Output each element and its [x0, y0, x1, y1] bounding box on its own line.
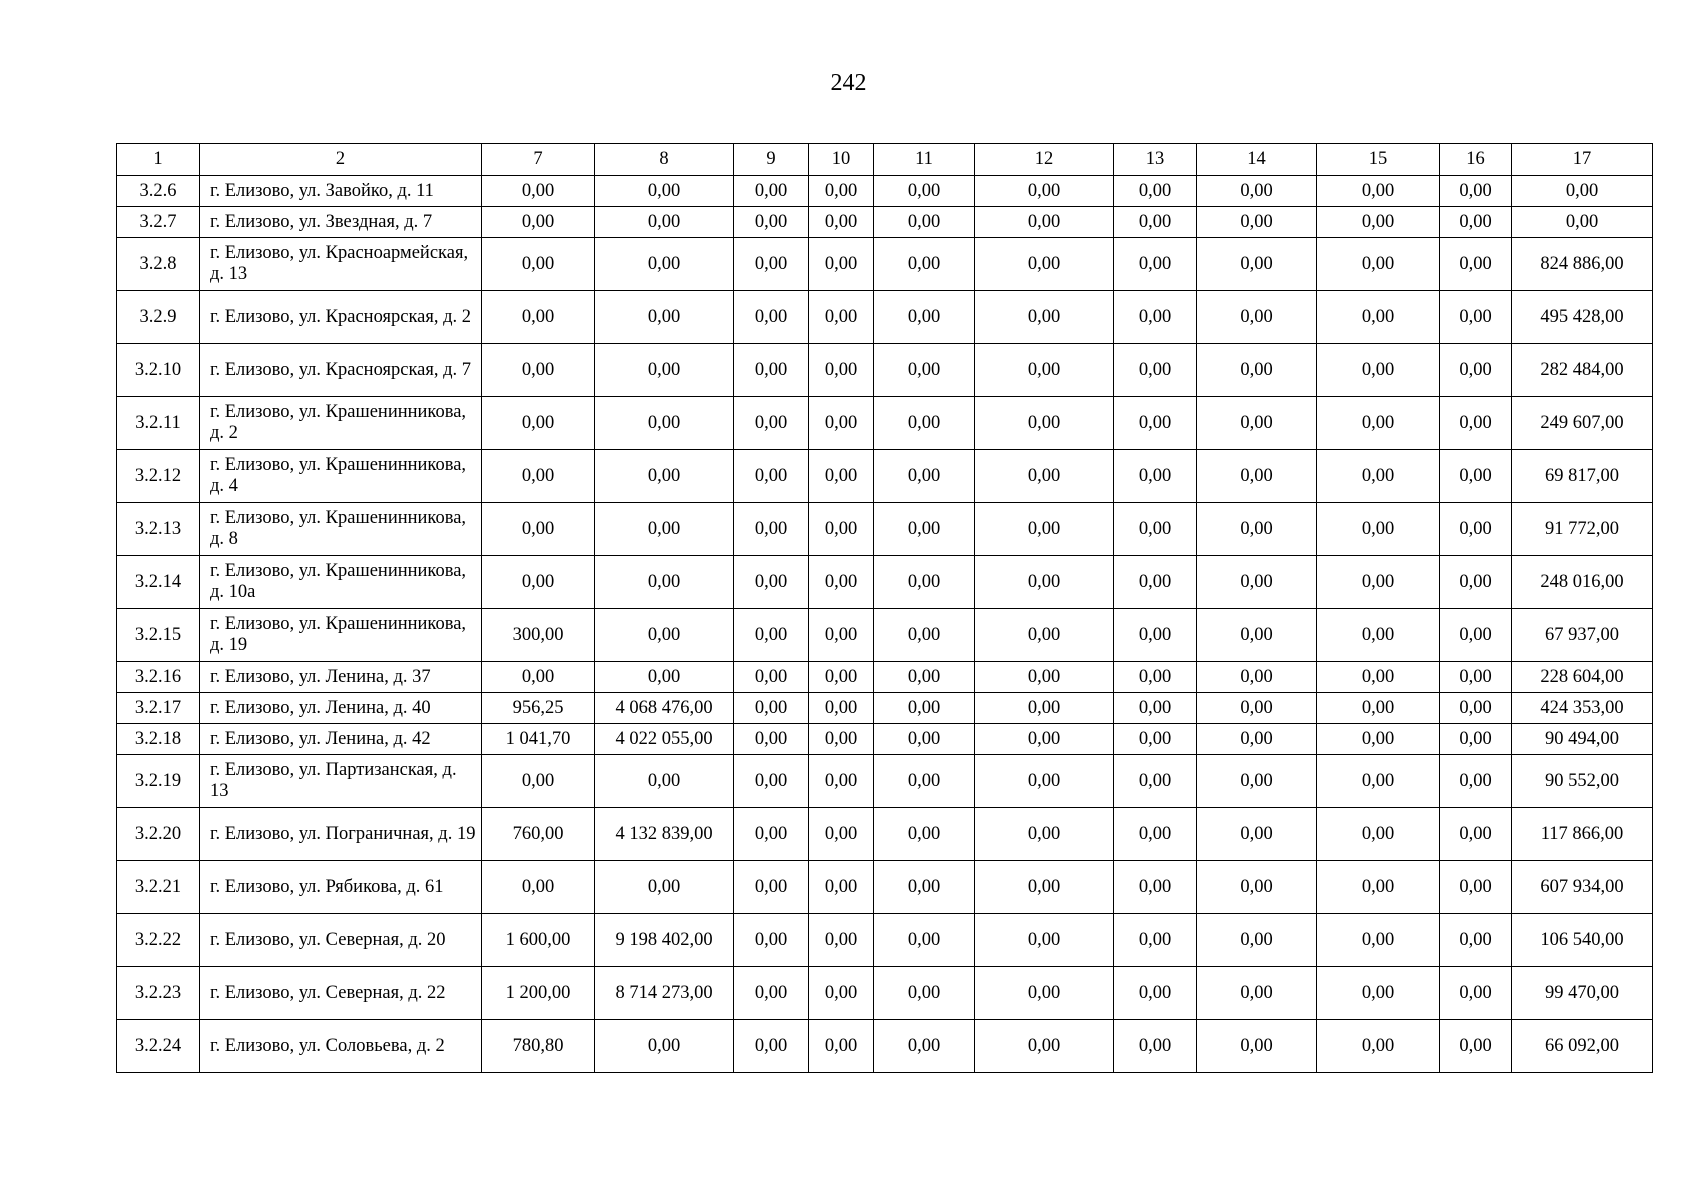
value-cell: 0,00 — [809, 238, 874, 291]
address-cell: г. Елизово, ул. Ленина, д. 42 — [200, 724, 482, 755]
value-cell: 0,00 — [1197, 609, 1317, 662]
data-table — [116, 143, 1653, 1073]
value-cell: 0,00 — [874, 1020, 975, 1073]
row-number-cell: 3.2.21 — [117, 861, 200, 914]
column-header: 7 — [482, 144, 595, 176]
value-cell: 0,00 — [975, 397, 1114, 450]
value-cell: 0,00 — [1317, 724, 1440, 755]
value-cell: 0,00 — [1440, 238, 1512, 291]
address-cell: г. Елизово, ул. Красноармейская, д. 13 — [200, 238, 482, 291]
value-cell: 0,00 — [1440, 755, 1512, 808]
value-cell: 0,00 — [975, 724, 1114, 755]
value-cell: 0,00 — [595, 556, 734, 609]
value-cell: 0,00 — [975, 503, 1114, 556]
value-cell: 0,00 — [975, 1020, 1114, 1073]
value-cell: 4 132 839,00 — [595, 808, 734, 861]
value-cell: 0,00 — [1440, 861, 1512, 914]
table-row — [117, 207, 1653, 238]
value-cell: 0,00 — [874, 556, 975, 609]
value-cell: 0,00 — [1317, 556, 1440, 609]
value-cell: 0,00 — [1114, 1020, 1197, 1073]
value-cell: 0,00 — [595, 176, 734, 207]
value-cell: 300,00 — [482, 609, 595, 662]
row-number-cell: 3.2.23 — [117, 967, 200, 1020]
value-cell: 0,00 — [1317, 397, 1440, 450]
value-cell: 0,00 — [1197, 662, 1317, 693]
page-number: 242 — [830, 70, 867, 96]
value-cell: 0,00 — [1114, 967, 1197, 1020]
value-cell: 0,00 — [595, 861, 734, 914]
value-cell: 0,00 — [482, 207, 595, 238]
value-cell: 0,00 — [595, 503, 734, 556]
value-cell: 0,00 — [1114, 662, 1197, 693]
value-cell: 0,00 — [1440, 291, 1512, 344]
value-cell: 0,00 — [809, 176, 874, 207]
value-cell: 0,00 — [1114, 176, 1197, 207]
column-header: 15 — [1317, 144, 1440, 176]
row-number-cell: 3.2.15 — [117, 609, 200, 662]
value-cell: 0,00 — [1317, 207, 1440, 238]
value-cell: 4 068 476,00 — [595, 693, 734, 724]
value-cell: 0,00 — [1317, 450, 1440, 503]
value-cell: 0,00 — [1317, 808, 1440, 861]
value-cell: 0,00 — [975, 176, 1114, 207]
value-cell: 0,00 — [1114, 861, 1197, 914]
value-cell: 0,00 — [809, 450, 874, 503]
row-number-cell: 3.2.24 — [117, 1020, 200, 1073]
value-cell: 0,00 — [1114, 724, 1197, 755]
address-cell: г. Елизово, ул. Ленина, д. 37 — [200, 662, 482, 693]
value-cell: 0,00 — [595, 397, 734, 450]
column-header: 16 — [1440, 144, 1512, 176]
table-row — [117, 397, 1653, 450]
column-header: 17 — [1512, 144, 1653, 176]
value-cell: 0,00 — [1114, 755, 1197, 808]
value-cell: 4 022 055,00 — [595, 724, 734, 755]
value-cell: 0,00 — [1197, 450, 1317, 503]
row-number-cell: 3.2.11 — [117, 397, 200, 450]
value-cell: 0,00 — [1197, 967, 1317, 1020]
value-cell: 0,00 — [1197, 914, 1317, 967]
value-cell: 0,00 — [975, 861, 1114, 914]
value-cell: 780,80 — [482, 1020, 595, 1073]
value-cell: 0,00 — [1197, 207, 1317, 238]
value-cell: 0,00 — [482, 450, 595, 503]
value-cell: 0,00 — [809, 808, 874, 861]
row-number-cell: 3.2.8 — [117, 238, 200, 291]
value-cell: 0,00 — [595, 238, 734, 291]
value-cell: 0,00 — [1317, 503, 1440, 556]
value-cell: 0,00 — [595, 609, 734, 662]
value-cell: 0,00 — [1317, 662, 1440, 693]
value-cell: 0,00 — [874, 503, 975, 556]
value-cell: 248 016,00 — [1512, 556, 1653, 609]
value-cell: 0,00 — [734, 207, 809, 238]
value-cell: 0,00 — [874, 609, 975, 662]
value-cell: 0,00 — [734, 693, 809, 724]
column-header: 8 — [595, 144, 734, 176]
row-number-cell: 3.2.16 — [117, 662, 200, 693]
value-cell: 0,00 — [734, 755, 809, 808]
value-cell: 117 866,00 — [1512, 808, 1653, 861]
value-cell: 99 470,00 — [1512, 967, 1653, 1020]
value-cell: 0,00 — [809, 724, 874, 755]
value-cell: 0,00 — [975, 662, 1114, 693]
value-cell: 0,00 — [874, 238, 975, 291]
value-cell: 90 552,00 — [1512, 755, 1653, 808]
value-cell: 0,00 — [809, 609, 874, 662]
value-cell: 0,00 — [734, 344, 809, 397]
value-cell: 0,00 — [809, 693, 874, 724]
value-cell: 0,00 — [809, 397, 874, 450]
value-cell: 424 353,00 — [1512, 693, 1653, 724]
value-cell: 0,00 — [874, 693, 975, 724]
value-cell: 0,00 — [975, 238, 1114, 291]
value-cell: 67 937,00 — [1512, 609, 1653, 662]
table-row — [117, 503, 1653, 556]
value-cell: 0,00 — [874, 344, 975, 397]
value-cell: 0,00 — [595, 662, 734, 693]
value-cell: 0,00 — [1440, 176, 1512, 207]
value-cell: 0,00 — [734, 397, 809, 450]
address-cell: г. Елизово, ул. Красноярская, д. 7 — [200, 344, 482, 397]
value-cell: 1 200,00 — [482, 967, 595, 1020]
value-cell: 0,00 — [1114, 291, 1197, 344]
row-number-cell: 3.2.19 — [117, 755, 200, 808]
table-row — [117, 238, 1653, 291]
value-cell: 8 714 273,00 — [595, 967, 734, 1020]
value-cell: 0,00 — [1440, 450, 1512, 503]
header-row — [117, 144, 1653, 176]
address-cell: г. Елизово, ул. Крашенинникова, д. 10а — [200, 556, 482, 609]
value-cell: 0,00 — [1197, 1020, 1317, 1073]
row-number-cell: 3.2.18 — [117, 724, 200, 755]
table-row — [117, 724, 1653, 755]
value-cell: 0,00 — [734, 176, 809, 207]
address-cell: г. Елизово, ул. Партизанская, д. 13 — [200, 755, 482, 808]
value-cell: 0,00 — [1317, 609, 1440, 662]
table-body — [117, 176, 1653, 1073]
value-cell: 0,00 — [595, 450, 734, 503]
value-cell: 0,00 — [874, 967, 975, 1020]
value-cell: 0,00 — [482, 291, 595, 344]
value-cell: 0,00 — [1440, 556, 1512, 609]
table-row — [117, 344, 1653, 397]
value-cell: 0,00 — [1440, 662, 1512, 693]
value-cell: 1 600,00 — [482, 914, 595, 967]
value-cell: 0,00 — [1317, 861, 1440, 914]
value-cell: 249 607,00 — [1512, 397, 1653, 450]
row-number-cell: 3.2.6 — [117, 176, 200, 207]
value-cell: 228 604,00 — [1512, 662, 1653, 693]
address-cell: г. Елизово, ул. Ленина, д. 40 — [200, 693, 482, 724]
table-row — [117, 914, 1653, 967]
value-cell: 0,00 — [734, 556, 809, 609]
value-cell: 0,00 — [809, 861, 874, 914]
value-cell: 0,00 — [809, 503, 874, 556]
value-cell: 0,00 — [1440, 693, 1512, 724]
address-cell: г. Елизово, ул. Крашенинникова, д. 2 — [200, 397, 482, 450]
address-cell: г. Елизово, ул. Рябикова, д. 61 — [200, 861, 482, 914]
value-cell: 0,00 — [809, 291, 874, 344]
column-header: 12 — [975, 144, 1114, 176]
table-row — [117, 450, 1653, 503]
table-header — [117, 144, 1653, 176]
value-cell: 0,00 — [1114, 344, 1197, 397]
value-cell: 0,00 — [1440, 344, 1512, 397]
value-cell: 0,00 — [1440, 914, 1512, 967]
value-cell: 0,00 — [595, 291, 734, 344]
value-cell: 0,00 — [1440, 808, 1512, 861]
value-cell: 0,00 — [1440, 609, 1512, 662]
value-cell: 0,00 — [874, 724, 975, 755]
table-row — [117, 176, 1653, 207]
value-cell: 69 817,00 — [1512, 450, 1653, 503]
row-number-cell: 3.2.13 — [117, 503, 200, 556]
value-cell: 0,00 — [874, 397, 975, 450]
row-number-cell: 3.2.20 — [117, 808, 200, 861]
column-header: 2 — [200, 144, 482, 176]
value-cell: 0,00 — [1317, 344, 1440, 397]
value-cell: 106 540,00 — [1512, 914, 1653, 967]
value-cell: 0,00 — [1114, 450, 1197, 503]
table-row — [117, 662, 1653, 693]
value-cell: 0,00 — [1197, 238, 1317, 291]
address-cell: г. Елизово, ул. Пограничная, д. 19 — [200, 808, 482, 861]
value-cell: 0,00 — [734, 238, 809, 291]
column-header: 11 — [874, 144, 975, 176]
value-cell: 0,00 — [1440, 503, 1512, 556]
address-cell: г. Елизово, ул. Северная, д. 22 — [200, 967, 482, 1020]
value-cell: 66 092,00 — [1512, 1020, 1653, 1073]
value-cell: 0,00 — [482, 556, 595, 609]
value-cell: 0,00 — [1317, 755, 1440, 808]
value-cell: 0,00 — [482, 503, 595, 556]
value-cell: 0,00 — [1440, 967, 1512, 1020]
value-cell: 0,00 — [1197, 556, 1317, 609]
value-cell: 0,00 — [1317, 693, 1440, 724]
address-cell: г. Елизово, ул. Крашенинникова, д. 19 — [200, 609, 482, 662]
value-cell: 0,00 — [1114, 609, 1197, 662]
value-cell: 0,00 — [734, 808, 809, 861]
column-header: 10 — [809, 144, 874, 176]
table-row — [117, 861, 1653, 914]
value-cell: 0,00 — [809, 344, 874, 397]
value-cell: 0,00 — [1197, 291, 1317, 344]
table-row — [117, 693, 1653, 724]
value-cell: 0,00 — [975, 693, 1114, 724]
value-cell: 0,00 — [734, 662, 809, 693]
value-cell: 0,00 — [482, 176, 595, 207]
value-cell: 282 484,00 — [1512, 344, 1653, 397]
value-cell: 0,00 — [809, 914, 874, 967]
value-cell: 0,00 — [1197, 503, 1317, 556]
value-cell: 0,00 — [734, 503, 809, 556]
value-cell: 0,00 — [482, 662, 595, 693]
value-cell: 0,00 — [1114, 556, 1197, 609]
address-cell: г. Елизово, ул. Крашенинникова, д. 8 — [200, 503, 482, 556]
value-cell: 0,00 — [975, 755, 1114, 808]
row-number-cell: 3.2.10 — [117, 344, 200, 397]
value-cell: 956,25 — [482, 693, 595, 724]
value-cell: 0,00 — [1512, 176, 1653, 207]
address-cell: г. Елизово, ул. Северная, д. 20 — [200, 914, 482, 967]
value-cell: 0,00 — [975, 450, 1114, 503]
value-cell: 0,00 — [482, 861, 595, 914]
value-cell: 0,00 — [975, 344, 1114, 397]
value-cell: 495 428,00 — [1512, 291, 1653, 344]
value-cell: 0,00 — [975, 914, 1114, 967]
value-cell: 0,00 — [734, 291, 809, 344]
value-cell: 0,00 — [809, 662, 874, 693]
value-cell: 0,00 — [1317, 238, 1440, 291]
value-cell: 0,00 — [734, 967, 809, 1020]
value-cell: 0,00 — [734, 450, 809, 503]
value-cell: 0,00 — [1114, 207, 1197, 238]
value-cell: 0,00 — [1197, 176, 1317, 207]
value-cell: 0,00 — [1197, 344, 1317, 397]
value-cell: 0,00 — [809, 1020, 874, 1073]
value-cell: 0,00 — [809, 207, 874, 238]
value-cell: 0,00 — [874, 662, 975, 693]
value-cell: 0,00 — [1197, 724, 1317, 755]
value-cell: 0,00 — [1114, 914, 1197, 967]
value-cell: 760,00 — [482, 808, 595, 861]
value-cell: 0,00 — [874, 755, 975, 808]
value-cell: 0,00 — [1197, 693, 1317, 724]
table-row — [117, 556, 1653, 609]
value-cell: 0,00 — [1197, 755, 1317, 808]
value-cell: 0,00 — [734, 914, 809, 967]
column-header: 13 — [1114, 144, 1197, 176]
value-cell: 0,00 — [734, 1020, 809, 1073]
row-number-cell: 3.2.17 — [117, 693, 200, 724]
value-cell: 1 041,70 — [482, 724, 595, 755]
value-cell: 9 198 402,00 — [595, 914, 734, 967]
address-cell: г. Елизово, ул. Завойко, д. 11 — [200, 176, 482, 207]
value-cell: 0,00 — [595, 755, 734, 808]
value-cell: 0,00 — [975, 556, 1114, 609]
address-cell: г. Елизово, ул. Красноярская, д. 2 — [200, 291, 482, 344]
value-cell: 0,00 — [595, 207, 734, 238]
value-cell: 0,00 — [874, 450, 975, 503]
address-cell: г. Елизово, ул. Крашенинникова, д. 4 — [200, 450, 482, 503]
value-cell: 824 886,00 — [1512, 238, 1653, 291]
value-cell: 0,00 — [874, 291, 975, 344]
value-cell: 0,00 — [975, 609, 1114, 662]
value-cell: 0,00 — [874, 861, 975, 914]
value-cell: 0,00 — [595, 344, 734, 397]
value-cell: 0,00 — [734, 609, 809, 662]
value-cell: 0,00 — [874, 176, 975, 207]
column-header: 14 — [1197, 144, 1317, 176]
table-row — [117, 755, 1653, 808]
value-cell: 0,00 — [595, 1020, 734, 1073]
address-cell: г. Елизово, ул. Соловьева, д. 2 — [200, 1020, 482, 1073]
value-cell: 0,00 — [1114, 693, 1197, 724]
value-cell: 0,00 — [1114, 808, 1197, 861]
value-cell: 0,00 — [1440, 207, 1512, 238]
table-row — [117, 1020, 1653, 1073]
value-cell: 0,00 — [482, 344, 595, 397]
value-cell: 0,00 — [809, 556, 874, 609]
value-cell: 0,00 — [482, 755, 595, 808]
value-cell: 0,00 — [1317, 291, 1440, 344]
row-number-cell: 3.2.22 — [117, 914, 200, 967]
value-cell: 0,00 — [874, 914, 975, 967]
value-cell: 90 494,00 — [1512, 724, 1653, 755]
value-cell: 0,00 — [1440, 724, 1512, 755]
column-header: 1 — [117, 144, 200, 176]
value-cell: 0,00 — [1317, 1020, 1440, 1073]
value-cell: 0,00 — [874, 808, 975, 861]
row-number-cell: 3.2.14 — [117, 556, 200, 609]
value-cell: 0,00 — [1197, 397, 1317, 450]
value-cell: 0,00 — [975, 207, 1114, 238]
value-cell: 0,00 — [975, 291, 1114, 344]
row-number-cell: 3.2.7 — [117, 207, 200, 238]
column-header: 9 — [734, 144, 809, 176]
value-cell: 0,00 — [1197, 861, 1317, 914]
value-cell: 0,00 — [1440, 1020, 1512, 1073]
table-row — [117, 967, 1653, 1020]
value-cell: 0,00 — [1197, 808, 1317, 861]
row-number-cell: 3.2.9 — [117, 291, 200, 344]
value-cell: 0,00 — [1317, 914, 1440, 967]
table-row — [117, 291, 1653, 344]
value-cell: 0,00 — [809, 967, 874, 1020]
value-cell: 0,00 — [975, 967, 1114, 1020]
value-cell: 0,00 — [809, 755, 874, 808]
value-cell: 0,00 — [1114, 238, 1197, 291]
row-number-cell: 3.2.12 — [117, 450, 200, 503]
value-cell: 0,00 — [1317, 967, 1440, 1020]
value-cell: 0,00 — [975, 808, 1114, 861]
value-cell: 0,00 — [734, 861, 809, 914]
value-cell: 0,00 — [1114, 397, 1197, 450]
table-row — [117, 609, 1653, 662]
value-cell: 0,00 — [1440, 397, 1512, 450]
value-cell: 0,00 — [874, 207, 975, 238]
value-cell: 0,00 — [1512, 207, 1653, 238]
value-cell: 607 934,00 — [1512, 861, 1653, 914]
value-cell: 0,00 — [482, 397, 595, 450]
value-cell: 0,00 — [482, 238, 595, 291]
value-cell: 91 772,00 — [1512, 503, 1653, 556]
value-cell: 0,00 — [734, 724, 809, 755]
table-row — [117, 808, 1653, 861]
value-cell: 0,00 — [1114, 503, 1197, 556]
value-cell: 0,00 — [1317, 176, 1440, 207]
address-cell: г. Елизово, ул. Звездная, д. 7 — [200, 207, 482, 238]
